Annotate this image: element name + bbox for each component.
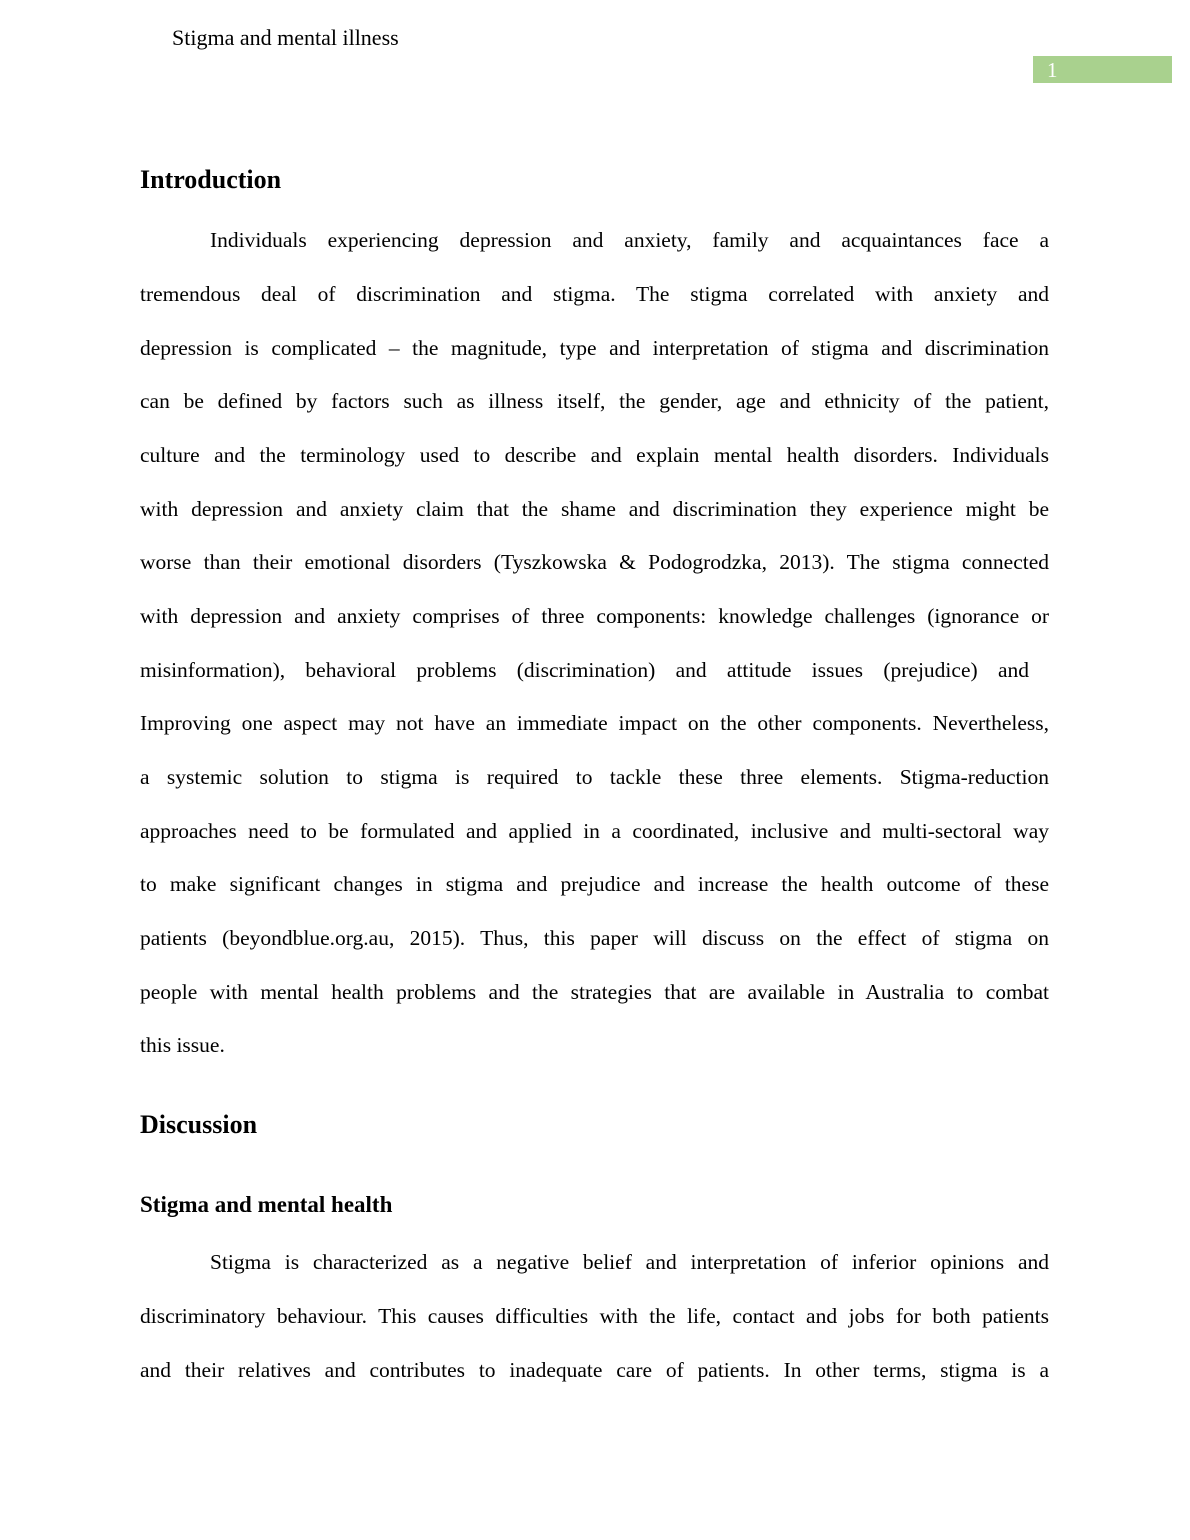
paragraph-line: Improving one aspect may not have an immediate impact on the other components. Nevertheless, — [140, 711, 1049, 735]
paragraph-line: approaches need to be formulated and applied in a coordinated, inclusive and multi-sectoral way — [140, 819, 1049, 843]
paragraph-line: and their relatives and contributes to inadequate care of patients. In other terms, stigma is a — [140, 1358, 1049, 1382]
paragraph-line: people with mental health problems and the strategies that are available in Australia to combat — [140, 980, 1049, 1004]
paragraph-line: with depression and anxiety comprises of three components: knowledge challenges (ignorance or — [140, 604, 1049, 628]
paragraph-line: culture and the terminology used to describe and explain mental health disorders. Individuals — [140, 443, 1049, 467]
section-heading-discussion: Discussion — [140, 1110, 258, 1139]
paragraph-line: misinformation), behavioral problems (discrimination) and attitude issues (prejudice) and — [140, 658, 1029, 682]
paragraph-line: can be defined by factors such as illness itself, the gender, age and ethnicity of the patient, — [140, 389, 1049, 413]
paragraph-line: to make significant changes in stigma and prejudice and increase the health outcome of these — [140, 872, 1049, 896]
paragraph-line: a systemic solution to stigma is required to tackle these three elements. Stigma-reduction — [140, 765, 1049, 789]
paragraph-line: worse than their emotional disorders (Tyszkowska & Podogrodzka, 2013). The stigma connected — [140, 550, 1049, 574]
paragraph-line: depression is complicated – the magnitude, type and interpretation of stigma and discrimination — [140, 336, 1049, 360]
subsection-heading-stigma-and-mental-health: Stigma and mental health — [140, 1192, 393, 1217]
page-number-badge — [1033, 56, 1172, 83]
section-heading-introduction: Introduction — [140, 165, 282, 194]
paragraph-line: tremendous deal of discrimination and stigma. The stigma correlated with anxiety and — [140, 282, 1049, 306]
paragraph-line: Individuals experiencing depression and anxiety, family and acquaintances face a — [210, 228, 1049, 252]
paragraph-line: this issue. — [140, 1033, 225, 1057]
paragraph-line: Stigma is characterized as a negative belief and interpretation of inferior opinions and — [210, 1250, 1049, 1274]
paragraph-line: patients (beyondblue.org.au, 2015). Thus, this paper will discuss on the effect of stigma on — [140, 926, 1049, 950]
paragraph-line: with depression and anxiety claim that the shame and discrimination they experience might be — [140, 497, 1049, 521]
running-head: Stigma and mental illness — [172, 25, 399, 50]
page-number: 1 — [1047, 58, 1058, 82]
paragraph-line: discriminatory behaviour. This causes difficulties with the life, contact and jobs for both patients — [140, 1304, 1049, 1328]
